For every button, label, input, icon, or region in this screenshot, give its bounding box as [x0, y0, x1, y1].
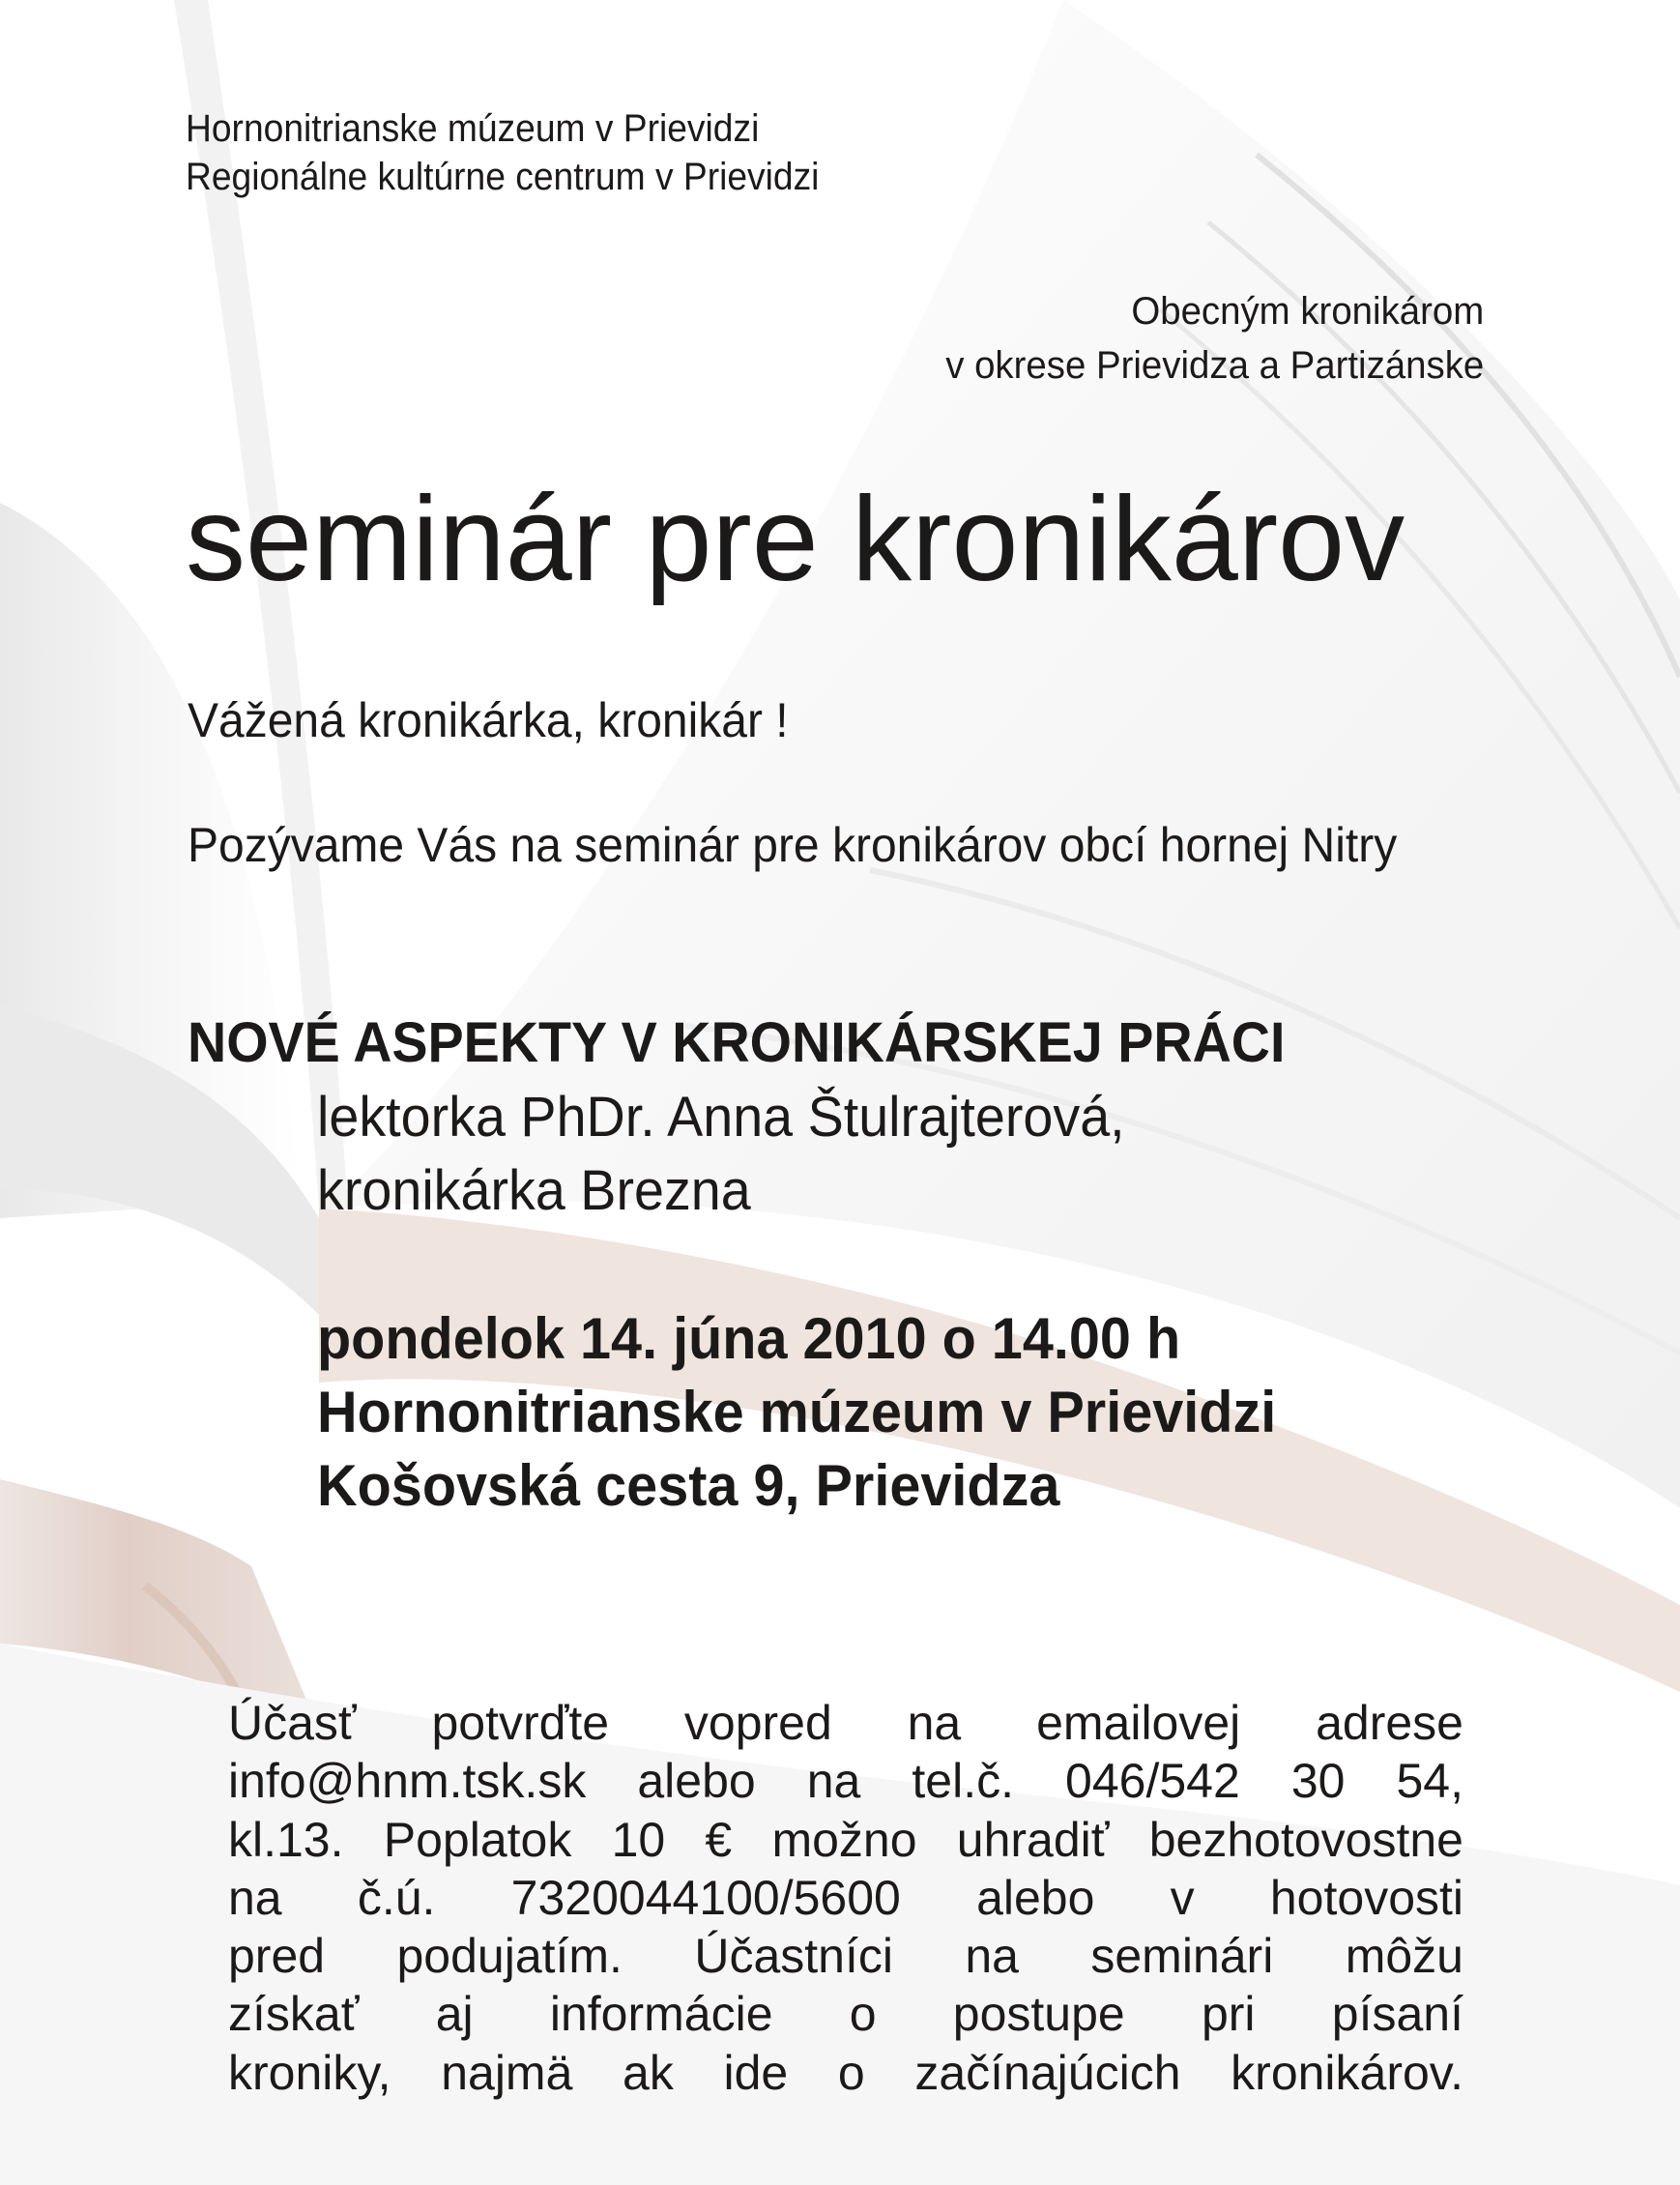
- lecturer: [317, 1081, 1125, 1228]
- notice-line: info@hnm.tsk.sk alebo na tel.č. 046/542 30 54,: [228, 1754, 1463, 1809]
- page-title: seminár pre kronikárov: [186, 473, 1405, 606]
- lecturer-role: kronikárka Brezna: [317, 1159, 751, 1222]
- organizers: [186, 104, 819, 201]
- notice-line: kl.13. Poplatok 10 € možno uhradiť bezhotovostne: [228, 1812, 1463, 1867]
- event-date-time: pondelok 14. júna 2010 o 14.00 h: [317, 1306, 1181, 1371]
- event-address: Košovská cesta 9, Prievidza: [317, 1453, 1060, 1518]
- notice-line: získať aj informácie o postupe pri písaní: [228, 1987, 1463, 2042]
- greeting: Vážená kronikárka, kronikár !: [188, 693, 789, 747]
- notice-line: Účasť potvrďte vopred na emailovej adrese: [228, 1696, 1463, 1750]
- organizer-cultural-centre: Regionálne kultúrne centrum v Prievidzi: [186, 156, 820, 198]
- notice-line: pred podujatím. Účastníci na seminári môžu: [228, 1929, 1463, 1984]
- event-details: [317, 1302, 1276, 1523]
- lecturer-name: lektorka PhDr. Anna Štulrajterová,: [317, 1086, 1125, 1149]
- event-venue: Hornonitrianske múzeum v Prievidzi: [317, 1380, 1277, 1444]
- notice-line: kroniky, najmä ak ide o začínajúcich kronikárov.: [228, 2045, 1463, 2100]
- invitation: Pozývame Vás na seminár pre kronikárov obcí hornej Nitry: [188, 818, 1398, 872]
- organizer-museum: Hornonitrianske múzeum v Prievidzi: [186, 107, 760, 150]
- notice-line: na č.ú. 7320044100/5600 alebo v hotovosti: [228, 1870, 1463, 1925]
- seminar-topic: NOVÉ ASPEKTY V KRONIKÁRSKEJ PRÁCI: [188, 1011, 1286, 1074]
- addressee: [945, 284, 1484, 393]
- addressee-line-1: Obecným kronikárom: [1131, 290, 1484, 333]
- registration-notice: [228, 1694, 1463, 2102]
- addressee-line-2: v okrese Prievidza a Partizánske: [944, 344, 1484, 387]
